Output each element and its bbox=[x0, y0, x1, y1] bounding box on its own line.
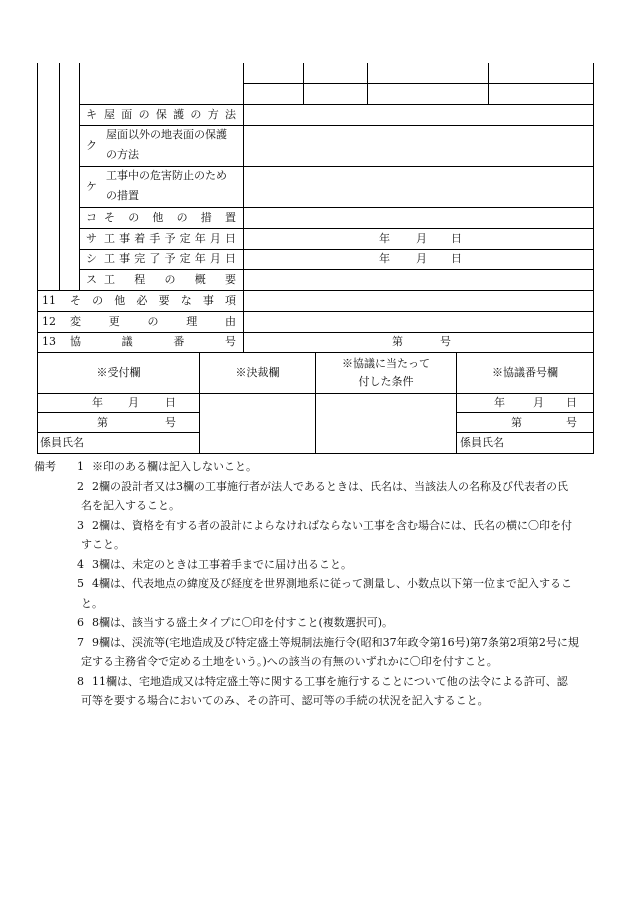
table-divider bbox=[79, 125, 594, 126]
stamp-divider bbox=[456, 432, 594, 433]
sa-year: 年 bbox=[379, 232, 390, 245]
row-shi-letter: シ bbox=[86, 252, 97, 265]
row-ku-label-line2: の方法 bbox=[106, 148, 139, 161]
row-ke-label-line2: の措置 bbox=[106, 189, 139, 202]
shi-month: 月 bbox=[416, 252, 427, 265]
row-11-number: 11 bbox=[42, 294, 56, 307]
row-sa-label: 工事着手予定年月日 bbox=[104, 232, 236, 245]
row-ku-label-line1: 屋面以外の地表面の保護 bbox=[106, 128, 227, 141]
shi-day: 日 bbox=[451, 252, 462, 265]
note-text: 8欄は、該当する盛土タイプに〇印を付すこと(複数選択可)。 bbox=[92, 616, 394, 629]
sa-month: 月 bbox=[416, 232, 427, 245]
table-divider bbox=[79, 63, 80, 290]
table-border-left bbox=[37, 63, 38, 353]
table-divider bbox=[37, 311, 594, 312]
kyogi-month: 月 bbox=[533, 396, 544, 409]
row-ke-label-line1: 工事中の危害防止のため bbox=[106, 169, 227, 182]
note-number: 8 bbox=[77, 674, 84, 688]
table-divider bbox=[59, 63, 60, 290]
notes-section bbox=[34, 457, 594, 711]
row-sa-letter: サ bbox=[86, 232, 97, 245]
uketsuke-go: 号 bbox=[165, 416, 176, 429]
row-11-label: その他必要な事項 bbox=[70, 294, 236, 307]
uketsuke-year: 年 bbox=[92, 396, 103, 409]
table-divider bbox=[79, 166, 594, 167]
sa-day: 日 bbox=[451, 232, 462, 245]
kyogi-go: 号 bbox=[566, 416, 577, 429]
note-4 bbox=[34, 555, 594, 575]
stamp-divider bbox=[37, 412, 200, 413]
note-5 bbox=[34, 574, 594, 613]
r13-dai: 第 bbox=[392, 335, 403, 348]
note-text: ※印のある欄は記入しないこと。 bbox=[92, 460, 257, 473]
table-divider bbox=[79, 104, 594, 105]
kyogi-no-header: ※協議番号欄 bbox=[492, 366, 558, 379]
note-text: 2欄の設計者又は3欄の工事施行者が法人であるときは、氏名は、当該法人の名称及び代表者の氏 bbox=[92, 479, 568, 493]
note-number: 2 bbox=[77, 479, 84, 493]
kyogi-year: 年 bbox=[494, 396, 505, 409]
note-2 bbox=[34, 477, 594, 516]
table-divider bbox=[79, 269, 594, 270]
note-text-cont: 名を記入すること。 bbox=[81, 499, 180, 512]
note-text-cont: と。 bbox=[81, 596, 103, 610]
note-text: 2欄は、資格を有する者の設計によらなければならない工事を含む場合には、氏名の横に〇印を付 bbox=[92, 518, 572, 532]
r13-go: 号 bbox=[440, 335, 451, 348]
stamp-divider bbox=[37, 432, 200, 433]
row-su-label: 工程の概要 bbox=[104, 273, 236, 286]
row-su-letter: ス bbox=[86, 273, 97, 286]
table-divider bbox=[37, 332, 594, 333]
table-divider bbox=[79, 228, 594, 229]
uketsuke-dai: 第 bbox=[97, 416, 108, 429]
kyogi-day: 日 bbox=[566, 396, 577, 409]
note-text-cont: すこと。 bbox=[81, 538, 125, 551]
uketsuke-header: ※受付欄 bbox=[96, 366, 141, 379]
note-text-cont: 定する主務省令で定める土地をいう。)への該当の有無のいずれかに〇印を付すこと。 bbox=[81, 655, 498, 668]
note-number: 5 bbox=[77, 577, 84, 590]
kyogi-dai: 第 bbox=[511, 416, 522, 429]
note-number: 7 bbox=[77, 635, 84, 649]
note-text: 9欄は、渓流等(宅地造成及び特定盛土等規制法施行令(昭和37年政令第16号)第7条第2項第2号に規 bbox=[92, 635, 579, 649]
note-text-cont: 可等を要する場合においてのみ、その許可、認可等の手続の状況を記入すること。 bbox=[81, 694, 489, 707]
note-6 bbox=[34, 613, 594, 633]
kessai-header: ※決裁欄 bbox=[235, 366, 280, 379]
stamp-divider bbox=[37, 393, 594, 394]
table-divider bbox=[37, 290, 594, 291]
note-text: 11欄は、宅地造成又は特定盛土等に関する工事を施行することについて他の法令による許可、認 bbox=[92, 674, 568, 688]
note-text: 3欄は、未定のときは工事着手までに届け出ること。 bbox=[92, 557, 352, 571]
row-ki-letter: キ bbox=[86, 108, 97, 121]
row-ko-label: その他の措置 bbox=[104, 211, 236, 224]
stamp-divider bbox=[456, 412, 594, 413]
kyogi-staff: 係員氏名 bbox=[460, 436, 504, 449]
stamp-border-bottom bbox=[37, 453, 594, 454]
table-divider bbox=[79, 249, 594, 250]
row-12-number: 12 bbox=[42, 315, 56, 328]
row-ku-letter: ク bbox=[86, 139, 97, 152]
note-number: 4 bbox=[77, 557, 84, 571]
joken-header-line1: ※協議に当たって bbox=[342, 357, 430, 370]
row-ko-letter: コ bbox=[86, 211, 97, 224]
table-divider bbox=[243, 83, 594, 84]
note-number: 1 bbox=[77, 460, 84, 473]
shi-year: 年 bbox=[379, 252, 390, 265]
row-13-label: 協議番号 bbox=[70, 335, 236, 348]
note-1 bbox=[34, 457, 594, 477]
uketsuke-staff: 係員氏名 bbox=[40, 436, 84, 449]
note-8 bbox=[34, 672, 594, 711]
note-3 bbox=[34, 516, 594, 555]
uketsuke-month: 月 bbox=[128, 396, 139, 409]
joken-header-line2: 付した条件 bbox=[358, 375, 414, 388]
uketsuke-day: 日 bbox=[165, 396, 176, 409]
note-number: 3 bbox=[77, 518, 84, 532]
row-13-number: 13 bbox=[42, 335, 56, 348]
table-border-right bbox=[593, 63, 594, 353]
row-ki-label: 屋面の保護の方法 bbox=[104, 108, 236, 121]
row-12-label: 変更の理由 bbox=[70, 315, 236, 328]
notes-heading: 備考 bbox=[34, 460, 56, 473]
row-ke-letter: ケ bbox=[86, 180, 97, 193]
table-divider bbox=[243, 63, 244, 353]
note-number: 6 bbox=[77, 616, 84, 629]
table-divider bbox=[79, 207, 594, 208]
row-shi-label: 工事完了予定年月日 bbox=[104, 252, 236, 265]
note-7 bbox=[34, 633, 594, 672]
note-text: 4欄は、代表地点の緯度及び経度を世界測地系に従って測量し、小数点以下第一位まで記入するこ bbox=[92, 577, 572, 590]
